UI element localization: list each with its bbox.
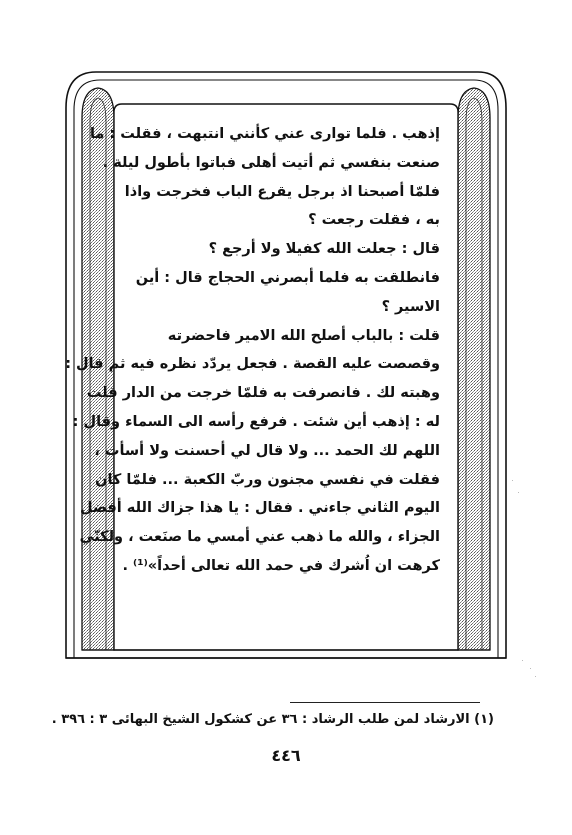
text-line: فلمّا أصبحنا اذ برجل يقرع الباب فخرجت واذا [124, 183, 440, 200]
text-line: إذهب . فلما توارى عني كأنني انتبهت ، فقلت : ما [89, 126, 440, 142]
text-line: قال : جعلت الله كفيلا ولا أرجع ؟ [208, 241, 440, 258]
text-line: وهبته لك . فانصرفت به فلمّا خرجت من الدار قلت [86, 385, 440, 402]
text-line: اليوم الثاني جاءني . فقال : يا هذا جزاك الله أفضل [80, 500, 440, 517]
text-line: وقصصت عليه القصة . فجعل يردّد نظره فيه ثم قال : [65, 356, 440, 373]
text-line: قلت : بالباب أصلح الله الامير فاحضرته [167, 327, 440, 344]
text-line: كرهت ان اُشرك في حمد الله تعالى أحداً»⁽¹⁾ . [122, 558, 440, 574]
text-line: له : إذهب أين شئت . فرفع رأسه الى السماء وقال : [72, 414, 440, 430]
text-line: صنعت بنفسي ثم أتيت أهلى فباتوا بأطول ليلة . [102, 154, 440, 171]
body-text [65, 120, 440, 640]
text-line: الجزاء ، والله ما ذهب عني أمسي ما صنَعت ، ولكنّي [79, 529, 440, 546]
text-line: اللهم لك الحمد ... ولا قال لي أحسنت ولا أسأت ، [94, 442, 440, 459]
text-line: فانطلقت به فلما أبصرني الحجاج قال : أين [135, 270, 440, 286]
text-line: فقلت في نفسي مجنون وربّ الكعبة ... فلمّا كان [95, 471, 440, 488]
text-line: الاسير ؟ [381, 298, 440, 315]
text-line: به ، فقلت رجعت ؟ [308, 212, 440, 229]
page-number: ٤٤٦ [271, 746, 301, 765]
right-column [458, 88, 490, 650]
footnote-separator [290, 702, 480, 703]
footnote: (١) الارشاد لمن طلب الرشاد : ٣٦ عن كشكول الشيخ البهائى ٣ : ٣٩٦ . [51, 712, 494, 727]
